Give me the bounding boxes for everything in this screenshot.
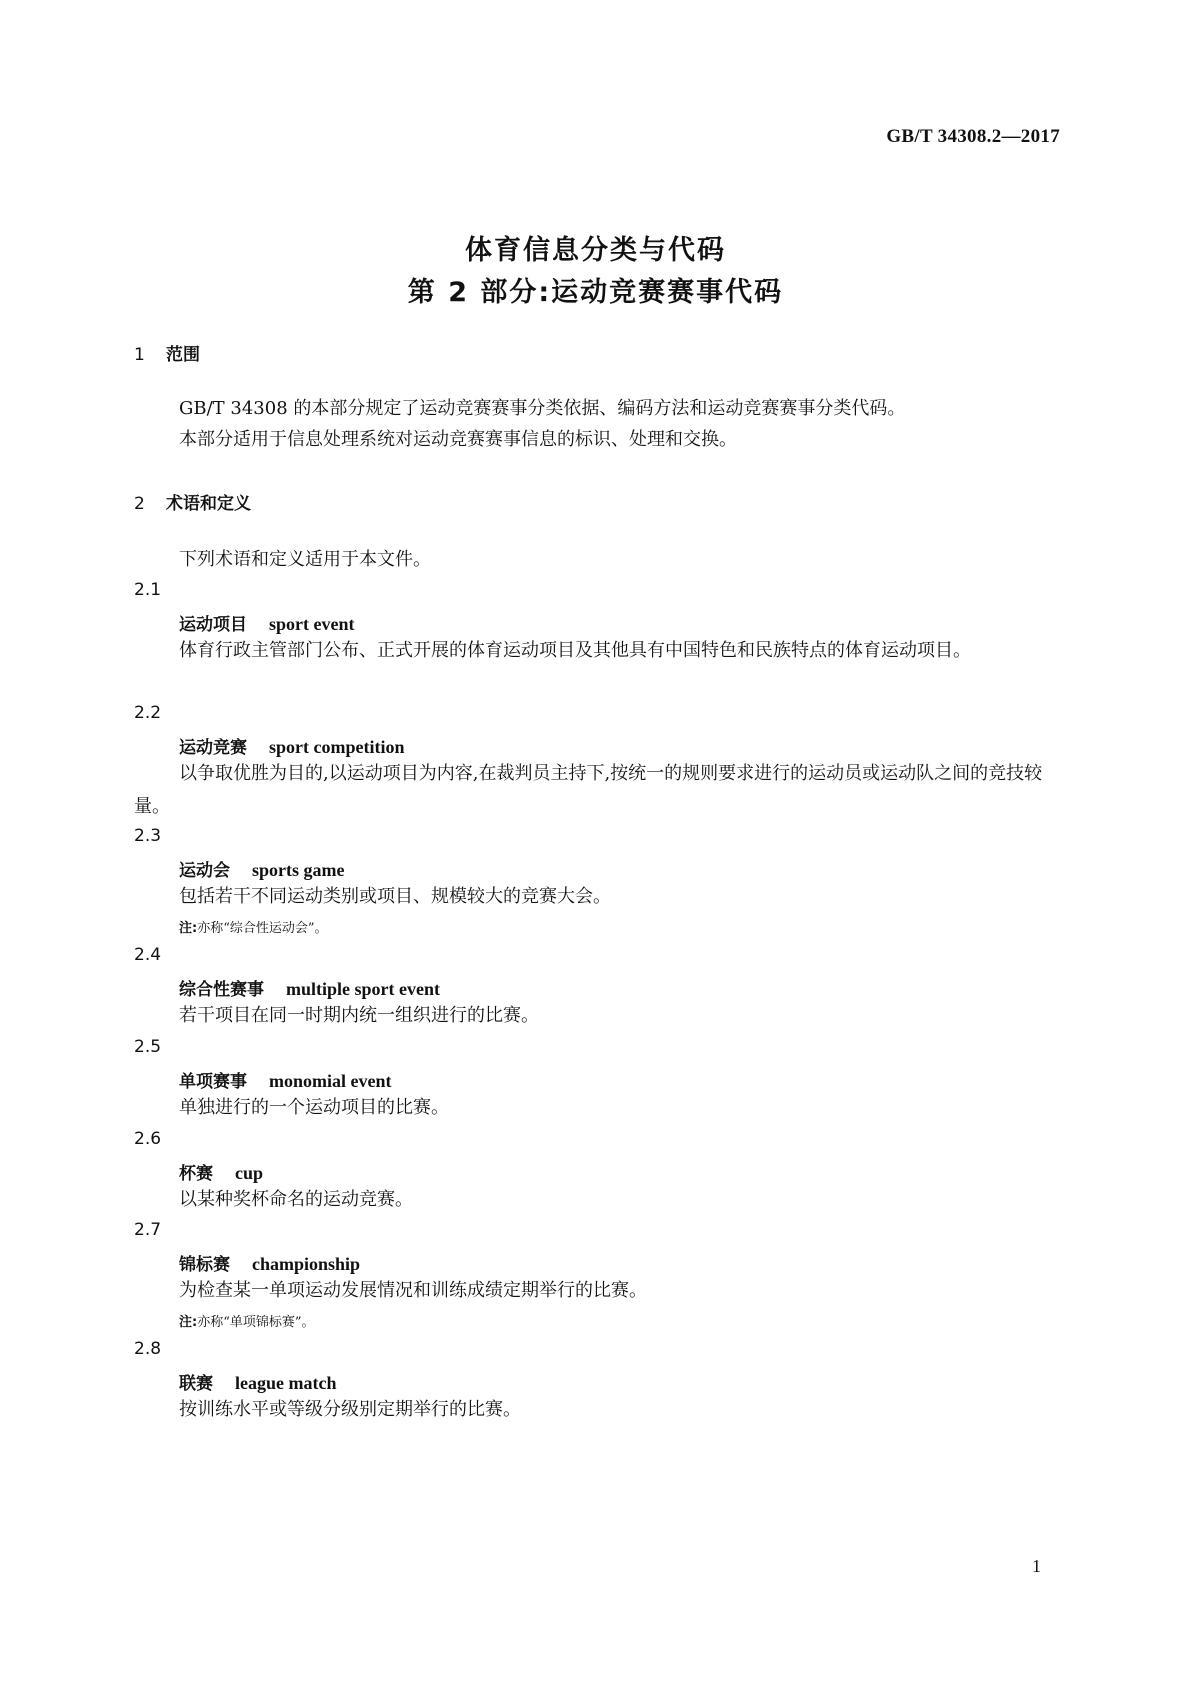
section-number: 2	[134, 494, 145, 514]
term-entry	[179, 856, 345, 881]
term-entry	[179, 1369, 336, 1394]
term-entry	[179, 975, 440, 1000]
term-en: league match	[235, 1373, 337, 1393]
term-zh: 运动会	[179, 861, 230, 881]
document-code: GB/T 34308.2—2017	[886, 126, 1060, 147]
clause-number: 2.6	[134, 1129, 162, 1149]
note	[179, 917, 328, 936]
definition: 单独进行的一个运动项目的比赛。	[179, 1097, 449, 1118]
definition: 若干项目在同一时期内统一组织进行的比赛。	[179, 1005, 539, 1026]
definition: 以争取优胜为目的,以运动项目为内容,在裁判员主持下,按统一的规则要求进行的运动员或运动队之间的竞技较量。	[134, 763, 1043, 817]
term-entry	[179, 610, 354, 635]
term-entry	[179, 733, 404, 758]
note-label: 注:	[179, 921, 198, 936]
term-en: cup	[235, 1163, 264, 1183]
term-en: multiple sport event	[286, 979, 440, 999]
section-title: 术语和定义	[166, 494, 251, 514]
clause-number: 2.5	[134, 1037, 162, 1057]
note-text: 亦称“单项锦标赛”。	[197, 1315, 315, 1330]
definition: 为检查某一单项运动发展情况和训练成绩定期举行的比赛。	[179, 1280, 647, 1301]
term-zh: 联赛	[179, 1374, 213, 1394]
term-zh: 运动竞赛	[179, 738, 247, 758]
term-en: championship	[252, 1254, 361, 1274]
term-entry	[179, 1250, 360, 1275]
term-entry	[179, 1159, 263, 1184]
clause-number: 2.1	[134, 580, 162, 600]
term-zh: 杯赛	[179, 1164, 213, 1184]
clause-number: 2.8	[134, 1339, 162, 1359]
paragraph: 下列术语和定义适用于本文件。	[179, 549, 431, 570]
clause-number: 2.2	[134, 703, 162, 723]
section-2-heading	[134, 489, 251, 514]
page-number: 1	[1032, 1556, 1041, 1576]
term-zh: 单项赛事	[179, 1072, 247, 1092]
note-text: 亦称“综合性运动会”。	[197, 921, 328, 936]
paragraph: 本部分适用于信息处理系统对运动竞赛赛事信息的标识、处理和交换。	[179, 429, 737, 450]
definition: 按训练水平或等级分级别定期举行的比赛。	[179, 1399, 521, 1420]
clause-number: 2.3	[134, 826, 162, 846]
term-zh: 综合性赛事	[179, 980, 264, 1000]
section-number: 1	[134, 345, 145, 365]
definition: 包括若干不同运动类别或项目、规模较大的竞赛大会。	[179, 886, 611, 907]
section-title: 范围	[166, 345, 200, 365]
term-en: sport event	[269, 614, 355, 634]
term-entry	[179, 1067, 391, 1092]
document-title: 体育信息分类与代码	[465, 235, 726, 266]
note-label: 注:	[179, 1315, 198, 1330]
clause-number: 2.7	[134, 1220, 162, 1240]
term-en: sports game	[252, 860, 345, 880]
definition: 以某种奖杯命名的运动竞赛。	[179, 1189, 413, 1210]
paragraph: GB/T 34308 的本部分规定了运动竞赛赛事分类依据、编码方法和运动竞赛赛事分类代码。	[179, 398, 906, 419]
clause-number: 2.4	[134, 945, 162, 965]
term-zh: 锦标赛	[179, 1255, 230, 1275]
definition: 体育行政主管部门公布、正式开展的体育运动项目及其他具有中国特色和民族特点的体育运动项目。	[179, 640, 971, 661]
document-subtitle: 第 2 部分:运动竞赛赛事代码	[407, 277, 784, 308]
term-en: sport competition	[269, 737, 405, 757]
section-1-heading	[134, 340, 200, 365]
note	[179, 1311, 315, 1330]
term-zh: 运动项目	[179, 615, 247, 635]
term-en: monomial event	[269, 1071, 392, 1091]
